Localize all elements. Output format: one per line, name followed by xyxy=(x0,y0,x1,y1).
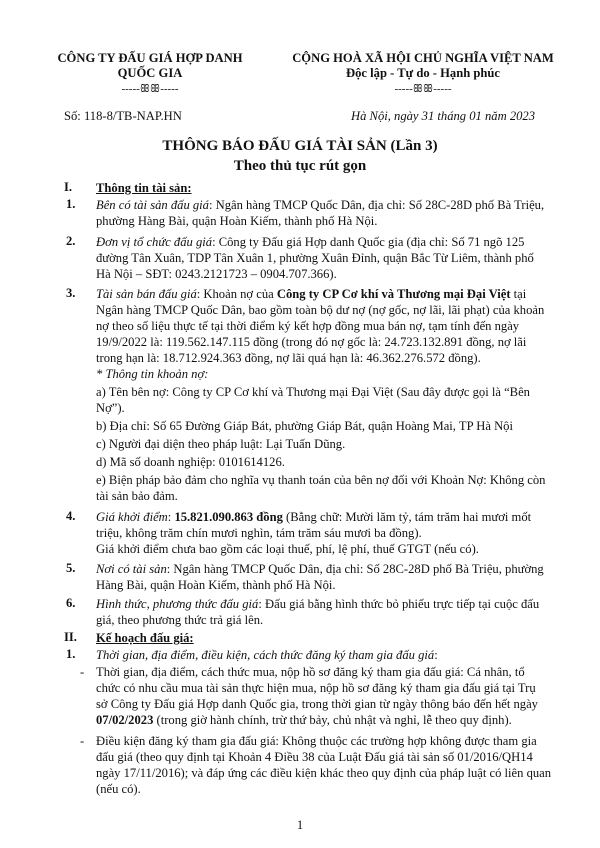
page-number: 1 xyxy=(296,818,304,832)
bullet1-text: Thời gian, địa điểm, cách thức mua, nộp hồ sơ đăng ký tham gia đấu giá: Cá nhân, tổ chức có nhu cầu mua tài sản thực hiện mua, nộp hồ sơ đăng ký tham gia đấu giá tại Trụ sở Công ty Đấu giá Hợp danh Quốc gia, trong thời gian từ ngày thông báo đến hết ngày 07/02/2023 (trong giờ hành chính, trừ thứ bảy, chủ nhật và nghỉ, lễ theo quy định). xyxy=(96,665,538,727)
item4-number: 4. xyxy=(66,509,76,523)
bullet1-dash: - xyxy=(80,665,85,679)
document-title: THÔNG BÁO ĐẤU GIÁ TÀI SẢN (Lần 3) xyxy=(162,138,438,154)
item3-label: Tài sản bán đấu giá xyxy=(96,287,197,301)
registration-deadline: 07/02/2023 xyxy=(96,713,154,727)
debt-info-heading: * Thông tin khoản nợ: xyxy=(96,367,209,381)
section1-heading: Thông tin tài sản: xyxy=(96,181,192,195)
org-name-line1: CÔNG TY ĐẤU GIÁ HỢP DANH xyxy=(57,51,243,65)
nation-line1: CỘNG HOÀ XÃ HỘI CHỦ NGHĨA VIỆT NAM xyxy=(292,51,554,65)
section2-number: II. xyxy=(64,630,77,644)
document-subtitle: Theo thủ tục rút gọn xyxy=(233,158,367,174)
section2-item1-number: 1. xyxy=(66,647,76,661)
bullet2-text: Điều kiện đăng ký tham gia đấu giá: Không thuộc các trường hợp không được tham gia đấu giá (theo quy định tại Khoản 4 Điều 38 của Luật Đấu giá tài sản số 01/2016/QH14 ngày 17/11/2016); và đáp ứng các điều kiện khác theo quy định của pháp luật có liên quan (nếu có). xyxy=(96,734,552,796)
item2-text: Đơn vị tổ chức đấu giá: Công ty Đấu giá Hợp danh Quốc gia (địa chỉ: Số 71 ngõ 125 đường Tân Xuân, TDP Tân Xuân 1, phường Xuân Đỉnh, quận Bắc Từ Liêm, thành phố Hà Nội – SĐT: 0243.2121723 – 0904.707.366). xyxy=(96,235,534,281)
item6-label: Hình thức, phương thức đấu giá xyxy=(96,597,259,611)
section2-item1-title: Thời gian, địa điểm, điều kiện, cách thức đăng ký tham gia đấu giá: xyxy=(96,648,438,662)
item4-text: Giá khởi điểm: 15.821.090.863 đồng (Bằng chữ: Mười lăm tỷ, tám trăm hai mươi mốt triệu, không trăm chín mươi nghìn, tám trăm sáu mươi ba đồng). Giá khởi điểm chưa bao gồm các loại thuế, phí, lệ phí, thuế GTGT (nếu có). xyxy=(96,510,532,556)
item5-label: Nơi có tài sản xyxy=(96,562,167,576)
item5-text: Nơi có tài sản: Ngân hàng TMCP Quốc Dân, địa chỉ: Số 28C-28D phố Bà Triệu, phường Hàng Bài, quận Hoàn Kiếm, thành phố Hà Nội. xyxy=(96,562,544,592)
item1-number: 1. xyxy=(66,197,76,211)
org-decoration: -----ꕥꕥ----- xyxy=(121,83,179,95)
item3-number: 3. xyxy=(66,286,76,300)
item6-text: Hình thức, phương thức đấu giá: Đấu giá bằng hình thức bỏ phiếu trực tiếp tại cuộc đấu giá, theo phương thức trả giá lên. xyxy=(96,597,540,627)
starting-price: 15.821.090.863 đồng xyxy=(174,510,283,524)
org-name-line2: QUỐC GIA xyxy=(117,66,183,80)
nation-motto: Độc lập - Tự do - Hạnh phúc xyxy=(346,66,500,80)
document-number: Số: 118-8/TB-NAP.HN xyxy=(64,109,182,123)
item6-number: 6. xyxy=(66,596,76,610)
item5-number: 5. xyxy=(66,561,76,575)
bullet2-dash: - xyxy=(80,734,85,748)
item2-label: Đơn vị tổ chức đấu giá xyxy=(96,235,213,249)
nation-decoration: -----ꕥꕥ----- xyxy=(394,83,452,95)
section1-number: I. xyxy=(64,180,73,194)
item1-label: Bên có tài sản đấu giá xyxy=(96,198,209,212)
place-and-date: Hà Nội, ngày 31 tháng 01 năm 2023 xyxy=(351,109,536,123)
item4-label: Giá khởi điểm xyxy=(96,510,168,524)
item1-text: Bên có tài sản đấu giá: Ngân hàng TMCP Quốc Dân, địa chỉ: Số 28C-28D phố Bà Triệu, phường Hàng Bài, quận Hoàn Kiếm, thành phố Hà Nội. xyxy=(96,198,545,228)
item2-number: 2. xyxy=(66,234,76,248)
section2-heading: Kế hoạch đấu giá: xyxy=(96,631,194,645)
debtor-company-name: Công ty CP Cơ khí và Thương mại Đại Việt xyxy=(276,287,511,301)
item3-text: Tài sản bán đấu giá: Khoản nợ của Công ty CP Cơ khí và Thương mại Đại Việt tại Ngân hàng TMCP Quốc Dân, bao gồm toàn bộ dư nợ (nợ gốc, nợ lãi, lãi phạt) của khoản nợ theo số liệu thực tế tại thời điểm ký kết hợp đồng mua bán nợ, tạm tính đến ngày 19/9/2022 là: 119.562.147.115 đồng (trong đó nợ gốc là: 24.723.132.891 đồng, nợ lãi trong hạn là: 18.712.924.363 đồng, nợ lãi quá hạn là: 46.362.276.572 đồng). * Thông tin khoản nợ: a) Tên bên nợ: Công ty CP Cơ khí và Thương mại Đại Việt (Sau đây được gọi là “Bên Nợ”). b) Địa chỉ: Số 65 Đường Giáp Bát, phường Giáp Bát, quận Hoàng Mai, TP Hà Nội c) Người đại diện theo pháp luật: Lại Tuấn Dũng. d) Mã số doanh nghiệp: 0101614126. e) Biện pháp bảo đảm cho nghĩa vụ thanh toán của bên nợ đối với Khoản Nợ: Không còn tài sản bảo đảm. xyxy=(96,287,546,503)
